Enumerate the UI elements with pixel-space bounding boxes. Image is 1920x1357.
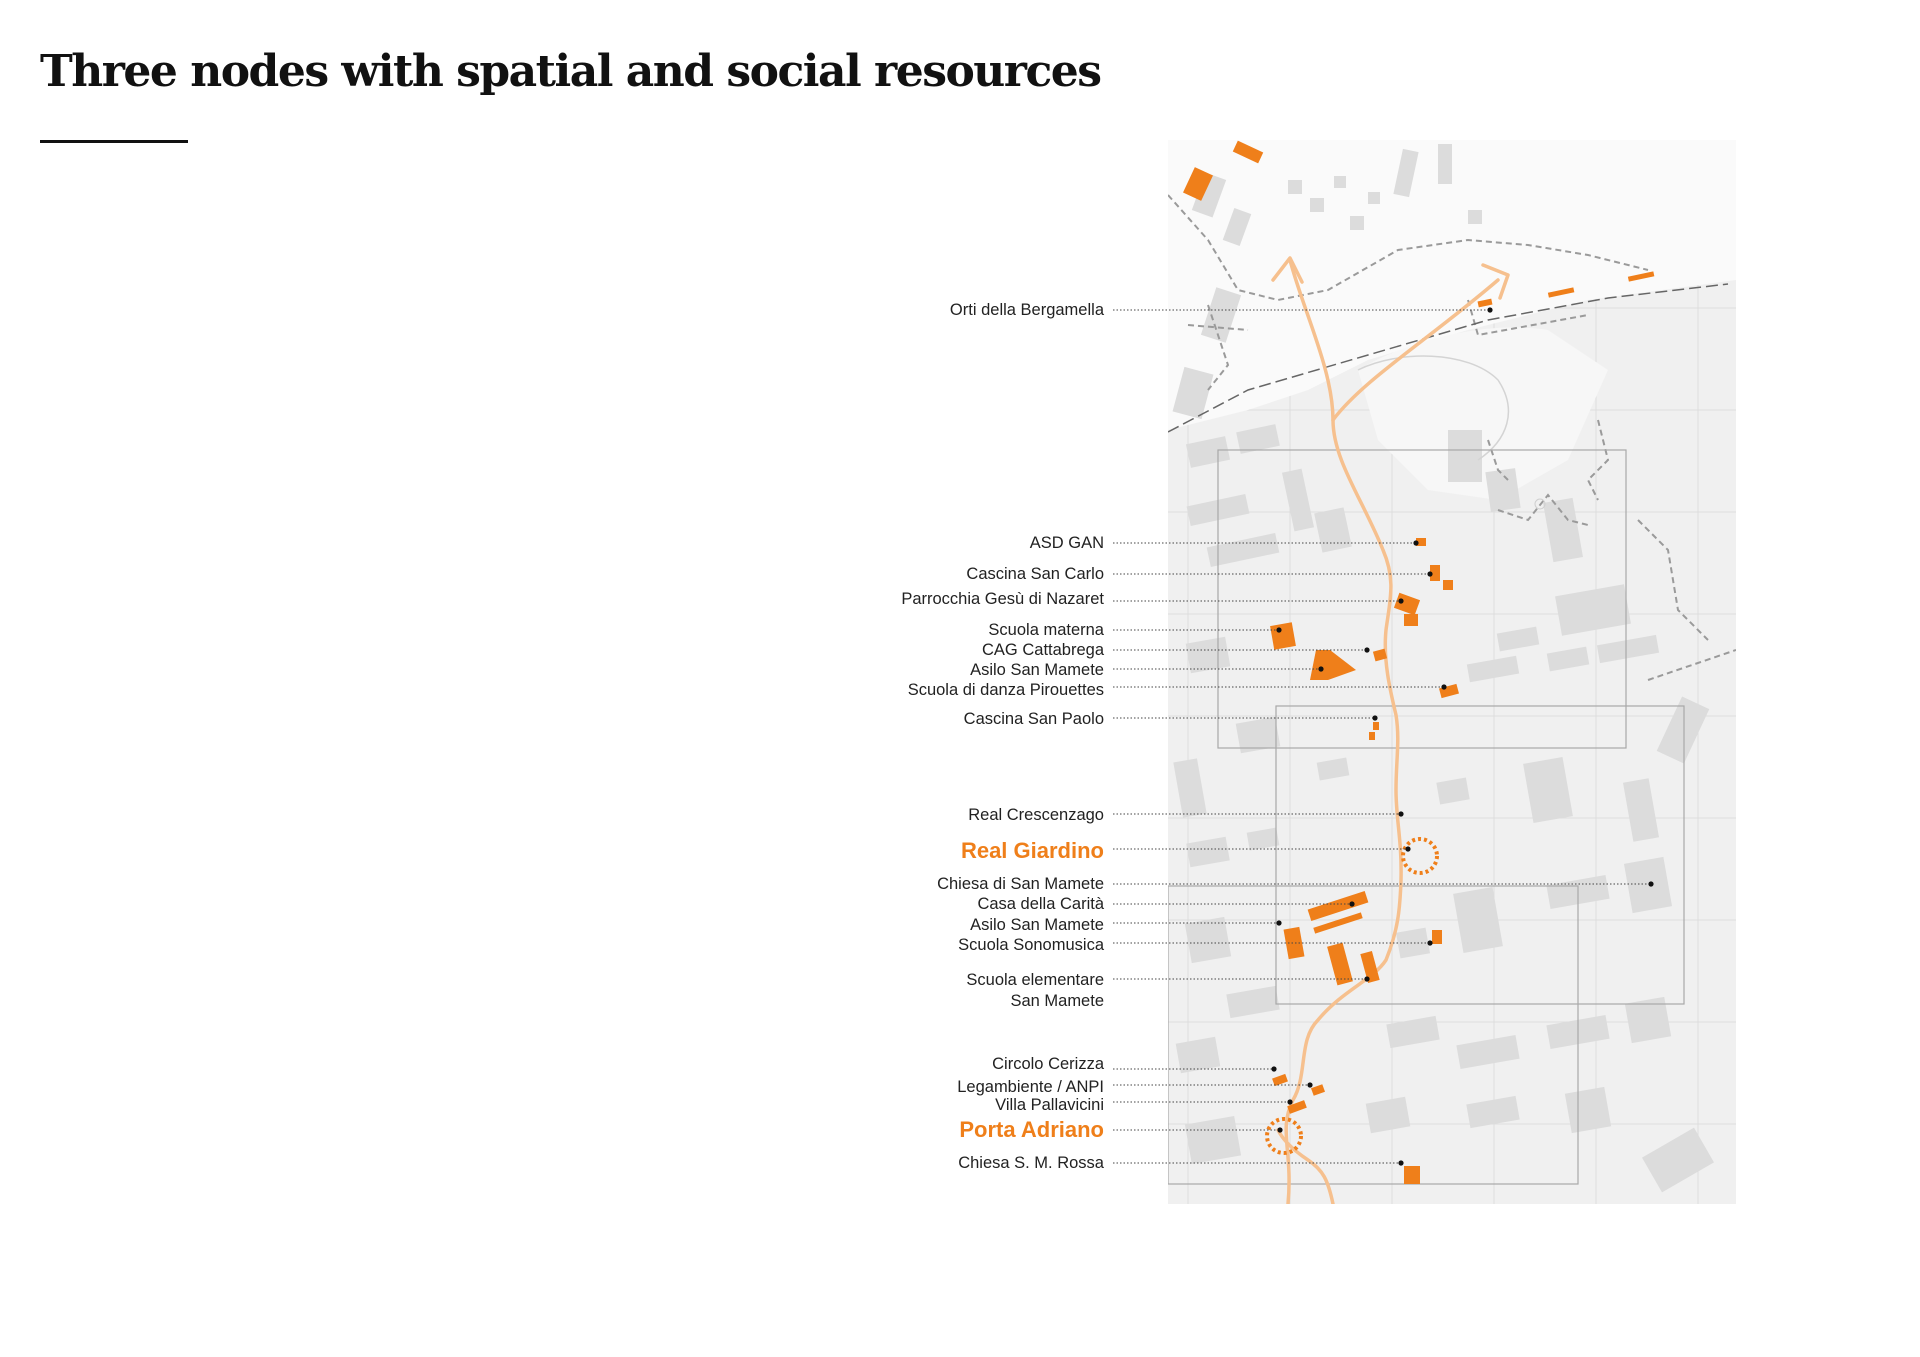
label-scuola-di-danza-pirouettes: Scuola di danza Pirouettes bbox=[907, 681, 1104, 699]
label-scuola-sonomusica: Scuola Sonomusica bbox=[958, 936, 1104, 954]
label-villa-pallavicini: Villa Pallavicini bbox=[995, 1096, 1104, 1114]
label-scuola-materna: Scuola materna bbox=[988, 621, 1104, 639]
label-cascina-san-carlo: Cascina San Carlo bbox=[966, 565, 1104, 583]
label-parrocchia-gesu-di-nazaret: Parrocchia Gesù di Nazaret bbox=[901, 590, 1104, 608]
label-cag-cattabrega: CAG Cattabrega bbox=[982, 641, 1104, 659]
label-chiesa-s-m-rossa: Chiesa S. M. Rossa bbox=[958, 1154, 1104, 1172]
label-circolo-cerizza: Circolo Cerizza bbox=[992, 1055, 1104, 1073]
label-asilo-san-mamete-north: Asilo San Mamete bbox=[970, 661, 1104, 679]
label-asd-gan: ASD GAN bbox=[1029, 534, 1104, 552]
label-scuola-elementare-san-mamete: Scuola elementare San Mamete bbox=[966, 971, 1104, 1010]
label-chiesa-di-san-mamete: Chiesa di San Mamete bbox=[937, 875, 1104, 893]
label-casa-della-carita: Casa della Carità bbox=[977, 895, 1104, 913]
label-real-crescenzago: Real Crescenzago bbox=[968, 806, 1104, 824]
label-node-porta-adriano: Porta Adriano bbox=[959, 1117, 1104, 1142]
label-cascina-san-paolo: Cascina San Paolo bbox=[963, 710, 1104, 728]
page-title: Three nodes with spatial and social resources bbox=[40, 46, 1101, 97]
label-asilo-san-mamete-central: Asilo San Mamete bbox=[970, 916, 1104, 934]
label-orti-della-bergamella: Orti della Bergamella bbox=[949, 301, 1104, 319]
label-legambiente-anpi: Legambiente / ANPI bbox=[957, 1078, 1104, 1096]
label-node-real-giardino: Real Giardino bbox=[960, 838, 1104, 863]
